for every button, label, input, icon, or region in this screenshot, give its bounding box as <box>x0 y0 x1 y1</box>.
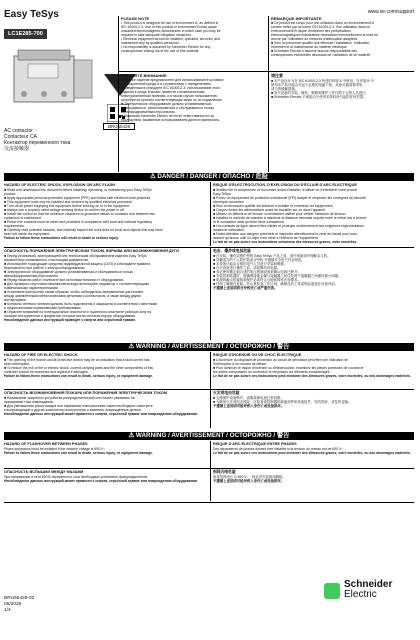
product-label-ru: Контактор переменного тока <box>4 140 71 146</box>
danger-ru-title: ОПАСНОСТЬ ПОРАЖЕНИЯ ЭЛЕКТРИЧЕСКИМ ТОКОМ, ВЗРЫВА ИЛИ ВОЗНИКНОВЕНИЯ ДУГИ <box>4 249 179 253</box>
product-label-en: AC contactor <box>4 128 33 134</box>
danger-ru-line: ■ Для проверки отсутствия напряжения всегда используйте индикатор с соответствующими <box>4 281 150 286</box>
fire-fr-closing: Le fait de ne pas suivre ces instructions peut entraîner des blessures graves, voire mortelles, ou des dommages matériels. <box>213 373 411 378</box>
fire-fr-line: les autres composants du contrôleur et remplacez les éléments endommagés. <box>213 369 331 374</box>
product-label-zh: 交流接触器 <box>4 146 30 152</box>
flash-fr-line: Des séparateurs de phases doivent être installés si la tension du réseau est de 690 V~. <box>213 446 345 451</box>
notice-en-line: unwanted electromagnetic disturbances in which case you may be <box>121 29 221 34</box>
danger-en-line: ■ Read and understand this document before installing, operating, or maintaining your Easy TeSys <box>4 187 152 192</box>
danger-en-line: ■ Install the control so that the minimum clearance to grounded metals to contactor and between two <box>4 211 155 216</box>
fire-fr-line: ■ Pour diminuer le risque d'incendie ou d'électrocution, examinez les pièces porteuses de courant et <box>213 365 364 370</box>
fire-zh-closing: 不遵循上述说明可能导致人身伤亡或设备损坏。 <box>213 403 285 408</box>
flash-zh <box>213 470 413 483</box>
notice-fr-line: ■ Seul un personnel qualifié doit effectuer l'installation, l'utilisation, <box>271 41 371 46</box>
notice-ru-line: электромагнитным помехам, и в таком случае пользователю <box>121 94 218 99</box>
notice-zh-line: 使用本产品可能会引起不必要的电磁干扰，从而可能需要采取 <box>271 83 363 88</box>
danger-fr-line: ■ Utilisez un détecteur de tension correctement calibré pour vérifier l'absence de tension. <box>213 211 347 216</box>
fire-fr-title: RISQUE D'INCENDIE OU DE CHOC ÉLECTRIQUE <box>213 353 302 357</box>
flash-fr-closing: Le fait de ne pas suivre ces instructions peut entraîner des blessures graves, voire mortelles, ou des dommages matériels. <box>213 450 411 455</box>
brand-title: Easy TeSys <box>4 9 59 20</box>
danger-en-line: ■ Power line contacts must be wired and protected in compliance with local and national regulatory <box>4 219 153 224</box>
fire-ru-line: токопроводящие и другие компоненты контроллера и заменить повреждённые детали. <box>4 407 142 412</box>
danger-en-line: ■ Carefully read potential hazards, and carefully inspect the work area for tools and objects that may have <box>4 227 163 232</box>
notice-fr-line: électromagnétiques indésirables nécessitant éventuellement la mise en <box>271 33 379 38</box>
notice-en-line: consequences arising out of the use of this material. <box>121 49 200 54</box>
danger-fr <box>213 183 413 244</box>
notice-ru-line: ■ Компания Schneider Electric не несёт ответственности за <box>121 114 214 119</box>
danger-en-line: been left inside the equipment. <box>4 232 51 237</box>
danger-zh-line: ■ 电源线触点的接线和保护必须符合当地和国家法规要求。 <box>213 277 301 282</box>
notice-fr-line: conséquences éventuelles découlant de l'utilisation de ce matériel. <box>271 53 371 58</box>
notice-en-line: IEC 61000-2-3. Use of this product in environment B may cause <box>121 25 217 30</box>
notice-fr-line: environnement B risque d'entraîner des perturbations <box>271 29 351 34</box>
danger-ru-line: номинальными характеристиками. <box>4 285 59 290</box>
danger-zh-title: 电击、爆炸或电弧危险 <box>213 249 251 253</box>
fire-ru-line: прерывание тока повреждения. <box>4 399 54 404</box>
notice-fr-line: ■ Ce produit est conçu pour une utilisation dans un environnement A <box>271 21 374 25</box>
fire-ru <box>4 391 204 416</box>
notice-fr-line: l'entretien et la maintenance du matériel électrique. <box>271 45 348 50</box>
notice-fr <box>271 16 416 57</box>
danger-zh-line: ■ 在对设备进行操作之前，请切断所有电源。 <box>213 265 281 270</box>
notice-en-title: PLEASE NOTE <box>121 16 150 21</box>
logo-line1: Schneider <box>344 579 393 590</box>
fire-fr <box>213 353 413 378</box>
danger-fr-line: ■ Seul un électricien qualifié est autorisé à installer et entretenir cet équipement. <box>213 203 334 208</box>
danger-en-closing: Failure to follow these instructions will result in death or serious injury. <box>4 236 119 241</box>
fire-zh <box>213 391 413 408</box>
notice-en-line: required to take adequate mitigation measures. <box>121 33 192 38</box>
notice-en-line: maintained only by qualified personnel. <box>121 41 180 46</box>
flash-en-title: HAZARD OF FLASHOVER BETWEEN PHASES <box>4 442 88 446</box>
danger-en-line: ■ Turn off all power supplying this equipment before working on or in the equipment. <box>4 203 131 208</box>
flash-en-closing: Failure to follow these instructions can result in death, serious injury, or equipment damage. <box>4 450 153 455</box>
danger-en <box>4 183 204 240</box>
notice-zh-line: ■ 电气设备的安装、操作、维修和维护工作仅限于合格人员进行。 <box>271 91 369 96</box>
notice-en-line: • Electrical equipment should be installed, operated, serviced, and <box>121 37 221 42</box>
notice-zh-title: 请注意 <box>271 73 283 78</box>
danger-zh-line: ■ 务必使用额定值合适的电压感测设备来确认电源已断开。 <box>213 269 301 274</box>
danger-ru-line: ■ Установите контроллер таким образом, чтобы соблюдалось минимальное расстояние <box>4 289 144 294</box>
fire-en-title: HAZARD OF FIRE OR ELECTRIC SHOCK <box>4 353 78 357</box>
danger-zh-closing: 不遵循上述说明将会导致死亡或严重伤害。 <box>213 285 278 290</box>
notice-fr-title: REMARQUE IMPORTANTE <box>271 16 322 21</box>
danger-ru-line: квалифицированным персоналом. <box>4 273 59 278</box>
danger-ru-line: контакторами. <box>4 298 27 303</box>
danger-ru-line: ■ Контакты сетевого питания должны быть подключены и защищены в соответствии с местными <box>4 302 158 307</box>
fire-en-line: ■ To reduce the risk of fire or electric shock, current-carrying parts and the other components of this <box>4 365 153 370</box>
notice-ru-line: последствия, вызванные использованием данного материала. <box>121 118 220 123</box>
fire-zh-line: ■ 为降低火灾或电击风险，应检查该控制器的载流部件和其他组件，如有损坏，请及时更换。 <box>213 399 352 404</box>
danger-ru-line: ■ Электрическое оборудование должно устанавливаться и обслуживаться только <box>4 269 134 274</box>
danger-zh-line: ■ 穿戴适当的个人防护装备 (PPE) 并遵循安全电气作业规范。 <box>213 257 305 262</box>
danger-ru-line: внимательно ознакомьтесь с настоящим документом. <box>4 257 89 262</box>
flash-ru <box>4 470 204 483</box>
danger-en-line: ■ Apply appropriate personal protective equipment (PPE) and follow safe electrical work practices. <box>4 195 152 200</box>
doc-date: 05/2026 <box>4 602 22 608</box>
notice-ru-line: использоваться, ремонтироваться и обслуживаться только <box>121 106 215 111</box>
danger-fr-line: ■ Veuillez lire et comprendre ce document avant d'installer, d'utiliser ou d'entretenir votre produit <box>213 187 358 192</box>
fire-en-line: ■ The opening of the branch-circuit protective device may be an indication that a fault current has <box>4 357 150 362</box>
danger-fr-line: ■ Coupez toutes les alimentations avant de travailler sur ou dans l'appareil. <box>213 207 326 212</box>
danger-fr-line: ■ Installez le contrôle de manière à maintenir la distance minimale requise entre le métal mis à la terre <box>213 215 367 220</box>
danger-ru-line: наличие инструментов и предметов, которые могли остаться внутри оборудования. <box>4 314 137 319</box>
flash-zh-line: 如果电网电压为 690 V~，则必须安装相间隔板。 <box>213 474 286 479</box>
flash-fr <box>213 442 413 455</box>
fire-fr-line: ■ L'ouverture du dispositif de protection du circuit de dérivation peut être une indication de <box>213 357 349 362</box>
notice-en-line: • No responsibility is assumed by Schneider Electric for any <box>121 45 211 50</box>
danger-banner: ⚠ DANGER / DANGER / ОПАСНО / 危险 <box>4 173 414 181</box>
fire-en-closing: Failure to follow these instructions can result in death, serious injury, or equipment damage. <box>4 373 153 378</box>
danger-zh-line: ■ 在安装、操作或维护您的 Easy TeSys 产品之前，请仔细阅读并理解本文档。 <box>213 253 331 258</box>
fire-ru-title: ОПАСНОСТЬ ВОЗНИКНОВЕНИЯ ПОЖАРА ИЛИ ПОРАЖЕНИЯ ЭЛЕКТРИЧЕСКИМ ТОКОМ <box>4 391 167 395</box>
danger-ru-line: ■ Используйте подходящие средства индивидуальной защиты (СИЗ) и соблюдайте правила <box>4 261 150 266</box>
page-number: 1/4 <box>4 608 11 614</box>
notice-en-line: • This product is designed for use in environment A, as defined in <box>121 21 219 25</box>
danger-fr-line: ■ Faites attention aux dangers potentiels et inspectez attentivement la zone de travail pour vous <box>213 232 357 237</box>
notice-zh-line: ■ 本产品设计为在 IEC 61000-2-3 所述的环境 A 中使用。在环境 B 中 <box>271 79 374 83</box>
flash-fr-title: RISQUE D'ARC ÉLECTRIQUE ENTRE PHASES <box>213 442 297 446</box>
danger-ru-line: безопасности при работе с электрооборудованием. <box>4 265 86 270</box>
danger-zh <box>213 249 413 290</box>
danger-ru-line: и национальными нормативными требованиями. <box>4 306 82 311</box>
notice-ru-title: ОБРАТИТЕ ВНИМАНИЕ <box>121 73 167 78</box>
fire-en-line: controller should be examined and replaced if damaged. <box>4 369 89 374</box>
product-labels <box>4 128 70 152</box>
danger-zh-line: ■ 仔细了解潜在危险，并认真检查工作区域，确保没有工具或物品遗留在设备内部。 <box>213 281 339 286</box>
danger-ru-line: ■ Обратите внимание на потенциальные опасности и тщательно осмотрите рабочую зону на <box>4 310 152 315</box>
danger-zh-line: ■ 安装控制装置时，需确保接地金属与接触器之间以及两个接触器之间保持最小间隙。 <box>213 273 342 278</box>
danger-ru-line: ■ Перед установкой, эксплуатацией или техническим обслуживанием изделия Easy TeSys <box>4 253 147 258</box>
product-code: LC1E285-700 <box>4 29 47 39</box>
notice-ru <box>121 73 266 123</box>
fire-zh-line: ■ 支路保护设备断开，表明故障电流已被切断。 <box>213 395 284 400</box>
notice-zh-line: 适当的缓解措施。 <box>271 87 299 92</box>
fire-en-line: been interrupted. <box>4 361 30 366</box>
notice-ru-line: приведённым в стандарте IEC 61000-2-3. Использование этого <box>121 86 221 91</box>
danger-en-line: ■ This equipment must only be installed and serviced by qualified electrical personnel. <box>4 199 134 204</box>
notice-en <box>121 16 266 53</box>
fire-zh-title: 火灾或电击危险 <box>213 391 240 395</box>
fire-en <box>4 353 204 378</box>
fire-fr-line: l'interruption d'un courant de défaut. <box>213 361 267 366</box>
flash-en-line: Phase separators must be installed if the network voltage is 690 V~. <box>4 446 107 451</box>
notice-fr-line: œuvre par l'utilisateur de mesures d'atténuation adaptées. <box>271 37 359 42</box>
danger-en-line: contactors is maintained. <box>4 215 42 220</box>
warning-banner-fire: ⚠ WARNING / AVERTISSEMENT / ОСТОРОЖНО / 警告 <box>4 343 414 351</box>
logo-line2: Electric <box>344 589 377 600</box>
notice-ru-line: квалифицированным персоналом. <box>121 110 176 115</box>
contactor-illustration <box>8 46 96 112</box>
notice-ru-line: промышленной среды А в соответствии с определением, <box>121 82 212 87</box>
fire-ru-line: ■ Для уменьшения риска пожара или поражения электрическим током необходимо осмотреть <box>4 403 153 408</box>
danger-zh-line: ■ 本设备只能由合格的电气人员进行安装和维修。 <box>213 261 288 266</box>
flash-zh-title: 相间闪络危险 <box>213 470 236 474</box>
danger-fr-line: locales et nationales. <box>213 227 245 232</box>
notice-ru-line: изделия в среде В может привести к нежелательным <box>121 90 205 95</box>
warning-banner-flashover: ⚠ WARNING / AVERTISSEMENT / ОСТОРОЖНО / 警告 <box>4 432 414 440</box>
danger-ru-line: между заземлёнными металлическими деталями и контактором, а также между двумя <box>4 293 141 298</box>
notice-ru-line: потребуется принять соответствующие меры по их подавлению. <box>121 98 223 103</box>
danger-ru <box>4 249 204 322</box>
danger-en-line: requirements. <box>4 223 25 228</box>
danger-fr-line: ■ Les contacts de ligne doivent être câblés et protégés conformément aux exigences réglementaires <box>213 223 364 228</box>
danger-fr-line: et le contacteur ainsi qu'entre deux contacteurs. <box>213 219 285 224</box>
notice-ru-line: ■ Данное изделие предназначено для использования в условиях <box>121 78 224 82</box>
notice-ru-line: ■ Электрическое оборудование должно устанавливаться, <box>121 102 213 107</box>
notice-zh <box>271 73 416 99</box>
notice-fr-line: ■ Schneider Electric n'assume aucune responsabilité des <box>271 49 358 54</box>
danger-fr-line: assurer qu'aucun outil ou objet n'est resté à l'intérieur de l'équipement. <box>213 236 319 241</box>
danger-fr-line: Easy TeSys. <box>213 191 232 196</box>
product-label-fr: Contacteur CA <box>4 134 37 140</box>
flash-ru-title: ОПАСНОСТЬ ВСПЫШКИ МЕЖДУ ФАЗАМИ <box>4 470 84 474</box>
fire-ru-line: ■ Размыкание защитного устройства распределительной сети может указывать на <box>4 395 135 400</box>
danger-ru-line: ■ Перед началом работ отключите все источники питания от оборудования. <box>4 277 125 282</box>
danger-fr-closing: Le fait de ne pas suivre ces instructions entraînera des blessures graves, voire mortelles. <box>213 240 358 245</box>
support-url: www.se.com/support <box>367 9 414 15</box>
danger-en-line: ■ Always use a properly rated voltage sensing device to confirm the power is off. <box>4 207 125 212</box>
danger-fr-title: RISQUE D'ÉLECTROCUTION, D'EXPLOSION OU D'ÉCLAIR D'ARC ÉLECTRIQUE <box>213 183 357 187</box>
danger-en-line: product. <box>4 191 17 196</box>
notice-fr-line: comme défini par la norme CEI 61000-2-3. Son utilisation dans un <box>271 25 371 30</box>
danger-fr-line: électrique courantes. <box>213 199 245 204</box>
flash-ru-closing: Несоблюдение данных инструкций может привести к смерти, серьёзной травме или повреждению оборудования. <box>4 478 198 483</box>
notice-zh-line: ■ Schneider Electric 不承担由于使用本资料所引起的任何后果。 <box>271 95 367 100</box>
schneider-logo-icon <box>324 583 340 599</box>
doc-number: BRU55428-02 <box>4 596 35 601</box>
flash-en <box>4 442 204 455</box>
fire-ru-closing: Несоблюдение данных инструкций может привести к смерти, серьёзной травме или повреждению оборудования. <box>4 411 198 416</box>
flash-zh-closing: 不遵循上述说明可能导致人身伤亡或设备损坏。 <box>213 478 285 483</box>
danger-fr-line: ■ Portez un équipement de protection individuelle (EPI) adapté et respectez les consignes de sécurité <box>213 195 366 200</box>
danger-ru-closing: Несоблюдение данных инструкций приведёт к смерти или серьёзной травме. <box>4 318 136 323</box>
document-reference-box: BRU55428 <box>103 123 135 130</box>
schneider-logo <box>344 580 392 600</box>
flash-ru-line: При напряжении в сети 690 В переменного тока необходимо установить фазоразделители. <box>4 474 149 479</box>
footer-codes <box>4 596 34 614</box>
danger-en-title: HAZARD OF ELECTRIC SHOCK, EXPLOSION OR ARC FLASH <box>4 183 116 187</box>
